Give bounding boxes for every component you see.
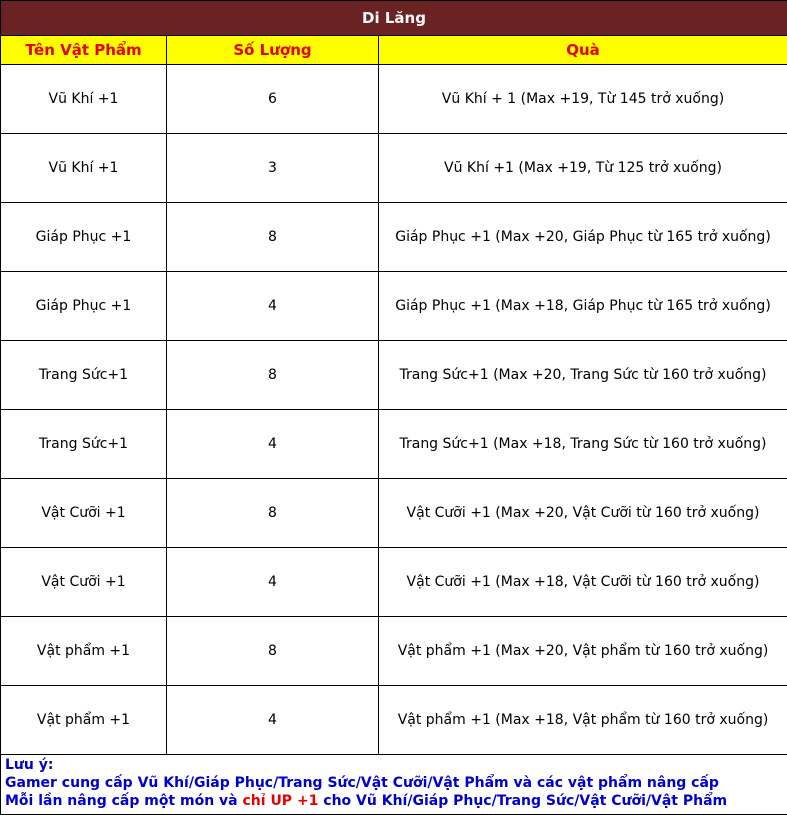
table-row [1,410,787,479]
title-row [1,1,787,36]
header-item-name: Tên Vật Phẩm [1,36,167,65]
item-name-cell: Vật phẩm +1 [1,686,167,755]
quantity-cell: 4 [167,686,379,755]
quantity-cell: 4 [167,272,379,341]
item-name-cell: Trang Sức+1 [1,410,167,479]
header-reward: Quà [379,36,787,65]
table-title: Di Lăng [1,1,787,36]
note-title: Lưu ý: [5,756,783,774]
note-line-2-post: cho Vũ Khí/Giáp Phục/Trang Sức/Vật Cưỡi/Vật Phẩm [318,793,727,809]
reward-cell: Vật Cưỡi +1 (Max +18, Vật Cưỡi từ 160 trở xuống) [379,548,787,617]
item-name-cell: Vật Cưỡi +1 [1,479,167,548]
quantity-cell: 4 [167,410,379,479]
reward-cell: Vật phẩm +1 (Max +20, Vật phẩm từ 160 trở xuống) [379,617,787,686]
table-row [1,341,787,410]
table-row [1,134,787,203]
item-name-cell: Vũ Khí +1 [1,65,167,134]
note-highlight: chỉ UP +1 [243,793,319,809]
reward-cell: Giáp Phục +1 (Max +20, Giáp Phục từ 165 trở xuống) [379,203,787,272]
item-name-cell: Vật Cưỡi +1 [1,548,167,617]
reward-cell: Vật Cưỡi +1 (Max +20, Vật Cưỡi từ 160 trở xuống) [379,479,787,548]
table-row [1,686,787,755]
table-row [1,479,787,548]
reward-cell: Vật phẩm +1 (Max +18, Vật phẩm từ 160 trở xuống) [379,686,787,755]
item-name-cell: Vật phẩm +1 [1,617,167,686]
note-line-1: Gamer cung cấp Vũ Khí/Giáp Phục/Trang Sức/Vật Cưỡi/Vật Phẩm và các vật phẩm nâng cấp [5,774,783,792]
note-cell [1,755,787,815]
note-line-2 [5,792,783,810]
table-row [1,548,787,617]
item-name-cell: Giáp Phục +1 [1,203,167,272]
table-row [1,272,787,341]
reward-cell: Giáp Phục +1 (Max +18, Giáp Phục từ 165 trở xuống) [379,272,787,341]
reward-cell: Trang Sức+1 (Max +18, Trang Sức từ 160 trở xuống) [379,410,787,479]
quantity-cell: 8 [167,617,379,686]
table-row [1,617,787,686]
note-row [1,755,787,815]
item-name-cell: Trang Sức+1 [1,341,167,410]
quantity-cell: 6 [167,65,379,134]
header-quantity: Số Lượng [167,36,379,65]
table-row [1,203,787,272]
reward-cell: Vũ Khí + 1 (Max +19, Từ 145 trở xuống) [379,65,787,134]
note-line-2-pre: Mỗi lần nâng cấp một món và [5,793,243,809]
item-name-cell: Giáp Phục +1 [1,272,167,341]
quantity-cell: 8 [167,203,379,272]
quantity-cell: 3 [167,134,379,203]
reward-cell: Vũ Khí +1 (Max +19, Từ 125 trở xuống) [379,134,787,203]
item-name-cell: Vũ Khí +1 [1,134,167,203]
table-row [1,65,787,134]
reward-cell: Trang Sức+1 (Max +20, Trang Sức từ 160 trở xuống) [379,341,787,410]
quantity-cell: 4 [167,548,379,617]
quantity-cell: 8 [167,479,379,548]
header-row [1,36,787,65]
quantity-cell: 8 [167,341,379,410]
